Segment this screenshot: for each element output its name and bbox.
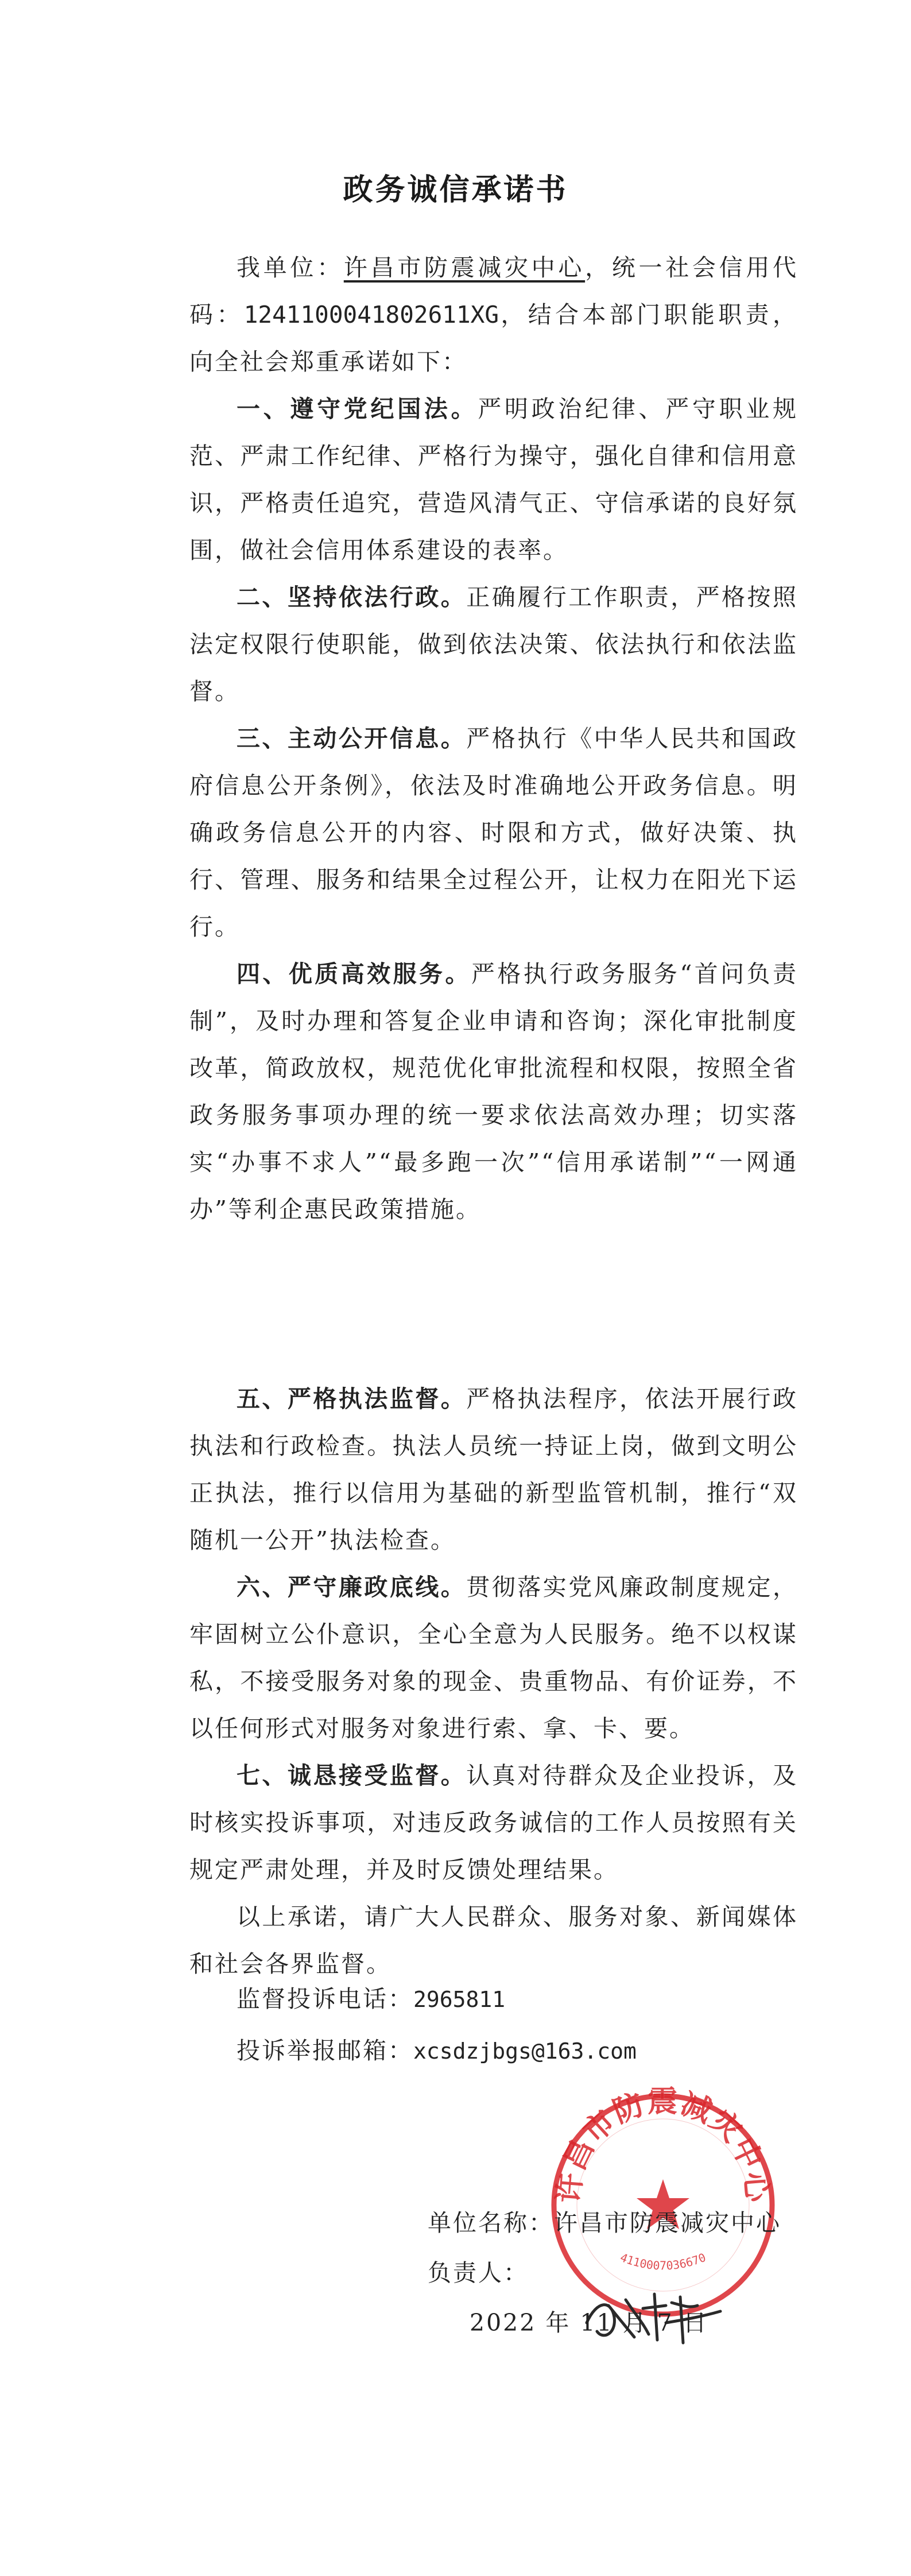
unit-label: 单位名称： (428, 2209, 554, 2237)
section-7 (189, 1752, 798, 1893)
intro-paragraph (189, 244, 798, 385)
responsible-label: 负责人： (428, 2259, 529, 2287)
section-4-text: 严格执行政务服务“首问负责制”，及时办理和答复企业申请和咨询；深化审批制度改革，简政放权，规范优化审批流程和权限，按照全省政务服务事项办理的统一要求依法高效办理；切实落实“办事不求人”“最多跑一次”“信用承诺制”“一网通办”等利企惠民政策措施。 (189, 960, 798, 1223)
section-5-text: 严格执法程序，依法开展行政执法和行政检查。执法人员统一持证上岗，做到文明公正执法，推行以信用为基础的新型监管机制，推行“双随机一公开”执法检查。 (189, 1385, 798, 1554)
section-5 (189, 1375, 798, 1564)
unit-name-line (428, 2204, 781, 2238)
intro-prefix: 我单位： (237, 254, 344, 281)
section-7-text: 认真对待群众及企业投诉，及时核实投诉事项，对违反政务诚信的工作人员按照有关规定严肃处理，并及时反馈处理结果。 (189, 1762, 798, 1883)
section-1-heading: 一、遵守党纪国法。 (237, 395, 478, 423)
unit-name: 许昌市防震减灾中心 (554, 2209, 781, 2237)
section-4 (189, 950, 798, 1233)
intro-mid: ，统一社会信用代码： (189, 254, 798, 328)
email-address: xcsdzjbgs@163.com (413, 2039, 637, 2064)
section-3-heading: 三、主动公开信息。 (237, 725, 467, 752)
document-title: 政务诚信承诺书 (343, 173, 568, 207)
intro-unit-name: 许昌市防震减灾中心 (343, 254, 586, 281)
section-6-heading: 六、严守廉政底线。 (237, 1573, 467, 1601)
responsible-line (428, 2254, 529, 2288)
section-5-heading: 五、严格执法监督。 (237, 1385, 467, 1413)
phone-line (237, 1980, 505, 2014)
date-line: 2022 年 11 月 7 日 (470, 2309, 708, 2337)
phone-label: 监督投诉电话： (237, 1985, 413, 2013)
section-3 (189, 715, 798, 950)
section-1 (189, 385, 798, 574)
section-1-text: 严明政治纪律、严守职业规范、严肃工作纪律、严格行为操守，强化自律和信用意识，严格责任追究，营造风清气正、守信承诺的良好氛围，做社会信用体系建设的表率。 (189, 395, 798, 564)
phone-number: 2965811 (413, 1987, 506, 2012)
section-6-text: 贯彻落实党风廉政制度规定，牢固树立公仆意识，全心全意为人民服务。绝不以权谋私，不接受服务对象的现金、贵重物品、有价证券，不以任何形式对服务对象进行索、拿、卡、要。 (189, 1573, 798, 1742)
svg-text:4110007036670 (618, 2250, 708, 2273)
document-body-part2 (189, 1375, 798, 1987)
section-6 (189, 1564, 798, 1752)
section-2-heading: 二、坚持依法行政。 (237, 583, 467, 611)
section-7-heading: 七、诚恳接受监督。 (237, 1762, 467, 1789)
seal-text: 许昌市防震减灾中心 (552, 2084, 774, 2204)
intro-suffix: ，结合本部门职能职责，向全社会郑重承诺如下： (189, 301, 798, 376)
credit-code: 1241100041802611XG (243, 301, 499, 328)
section-4-heading: 四、优质高效服务。 (237, 960, 471, 988)
document-body-part1 (189, 244, 798, 1233)
email-label: 投诉举报邮箱： (237, 2037, 413, 2064)
section-2-text: 正确履行工作职责，严格按照法定权限行使职能，做到依法决策、依法执行和依法监督。 (189, 583, 798, 705)
closing-paragraph: 以上承诺，请广大人民群众、服务对象、新闻媒体和社会各界监督。 (189, 1903, 798, 1978)
email-line (237, 2032, 637, 2066)
seal-number: 4110007036670 (618, 2250, 708, 2273)
section-3-text: 严格执行《中华人民共和国政府信息公开条例》，依法及时准确地公开政务信息。明确政务信息公开的内容、时限和方式，做好决策、执行、管理、服务和结果全过程公开，让权力在阳光下运行。 (189, 725, 798, 941)
section-2 (189, 574, 798, 715)
